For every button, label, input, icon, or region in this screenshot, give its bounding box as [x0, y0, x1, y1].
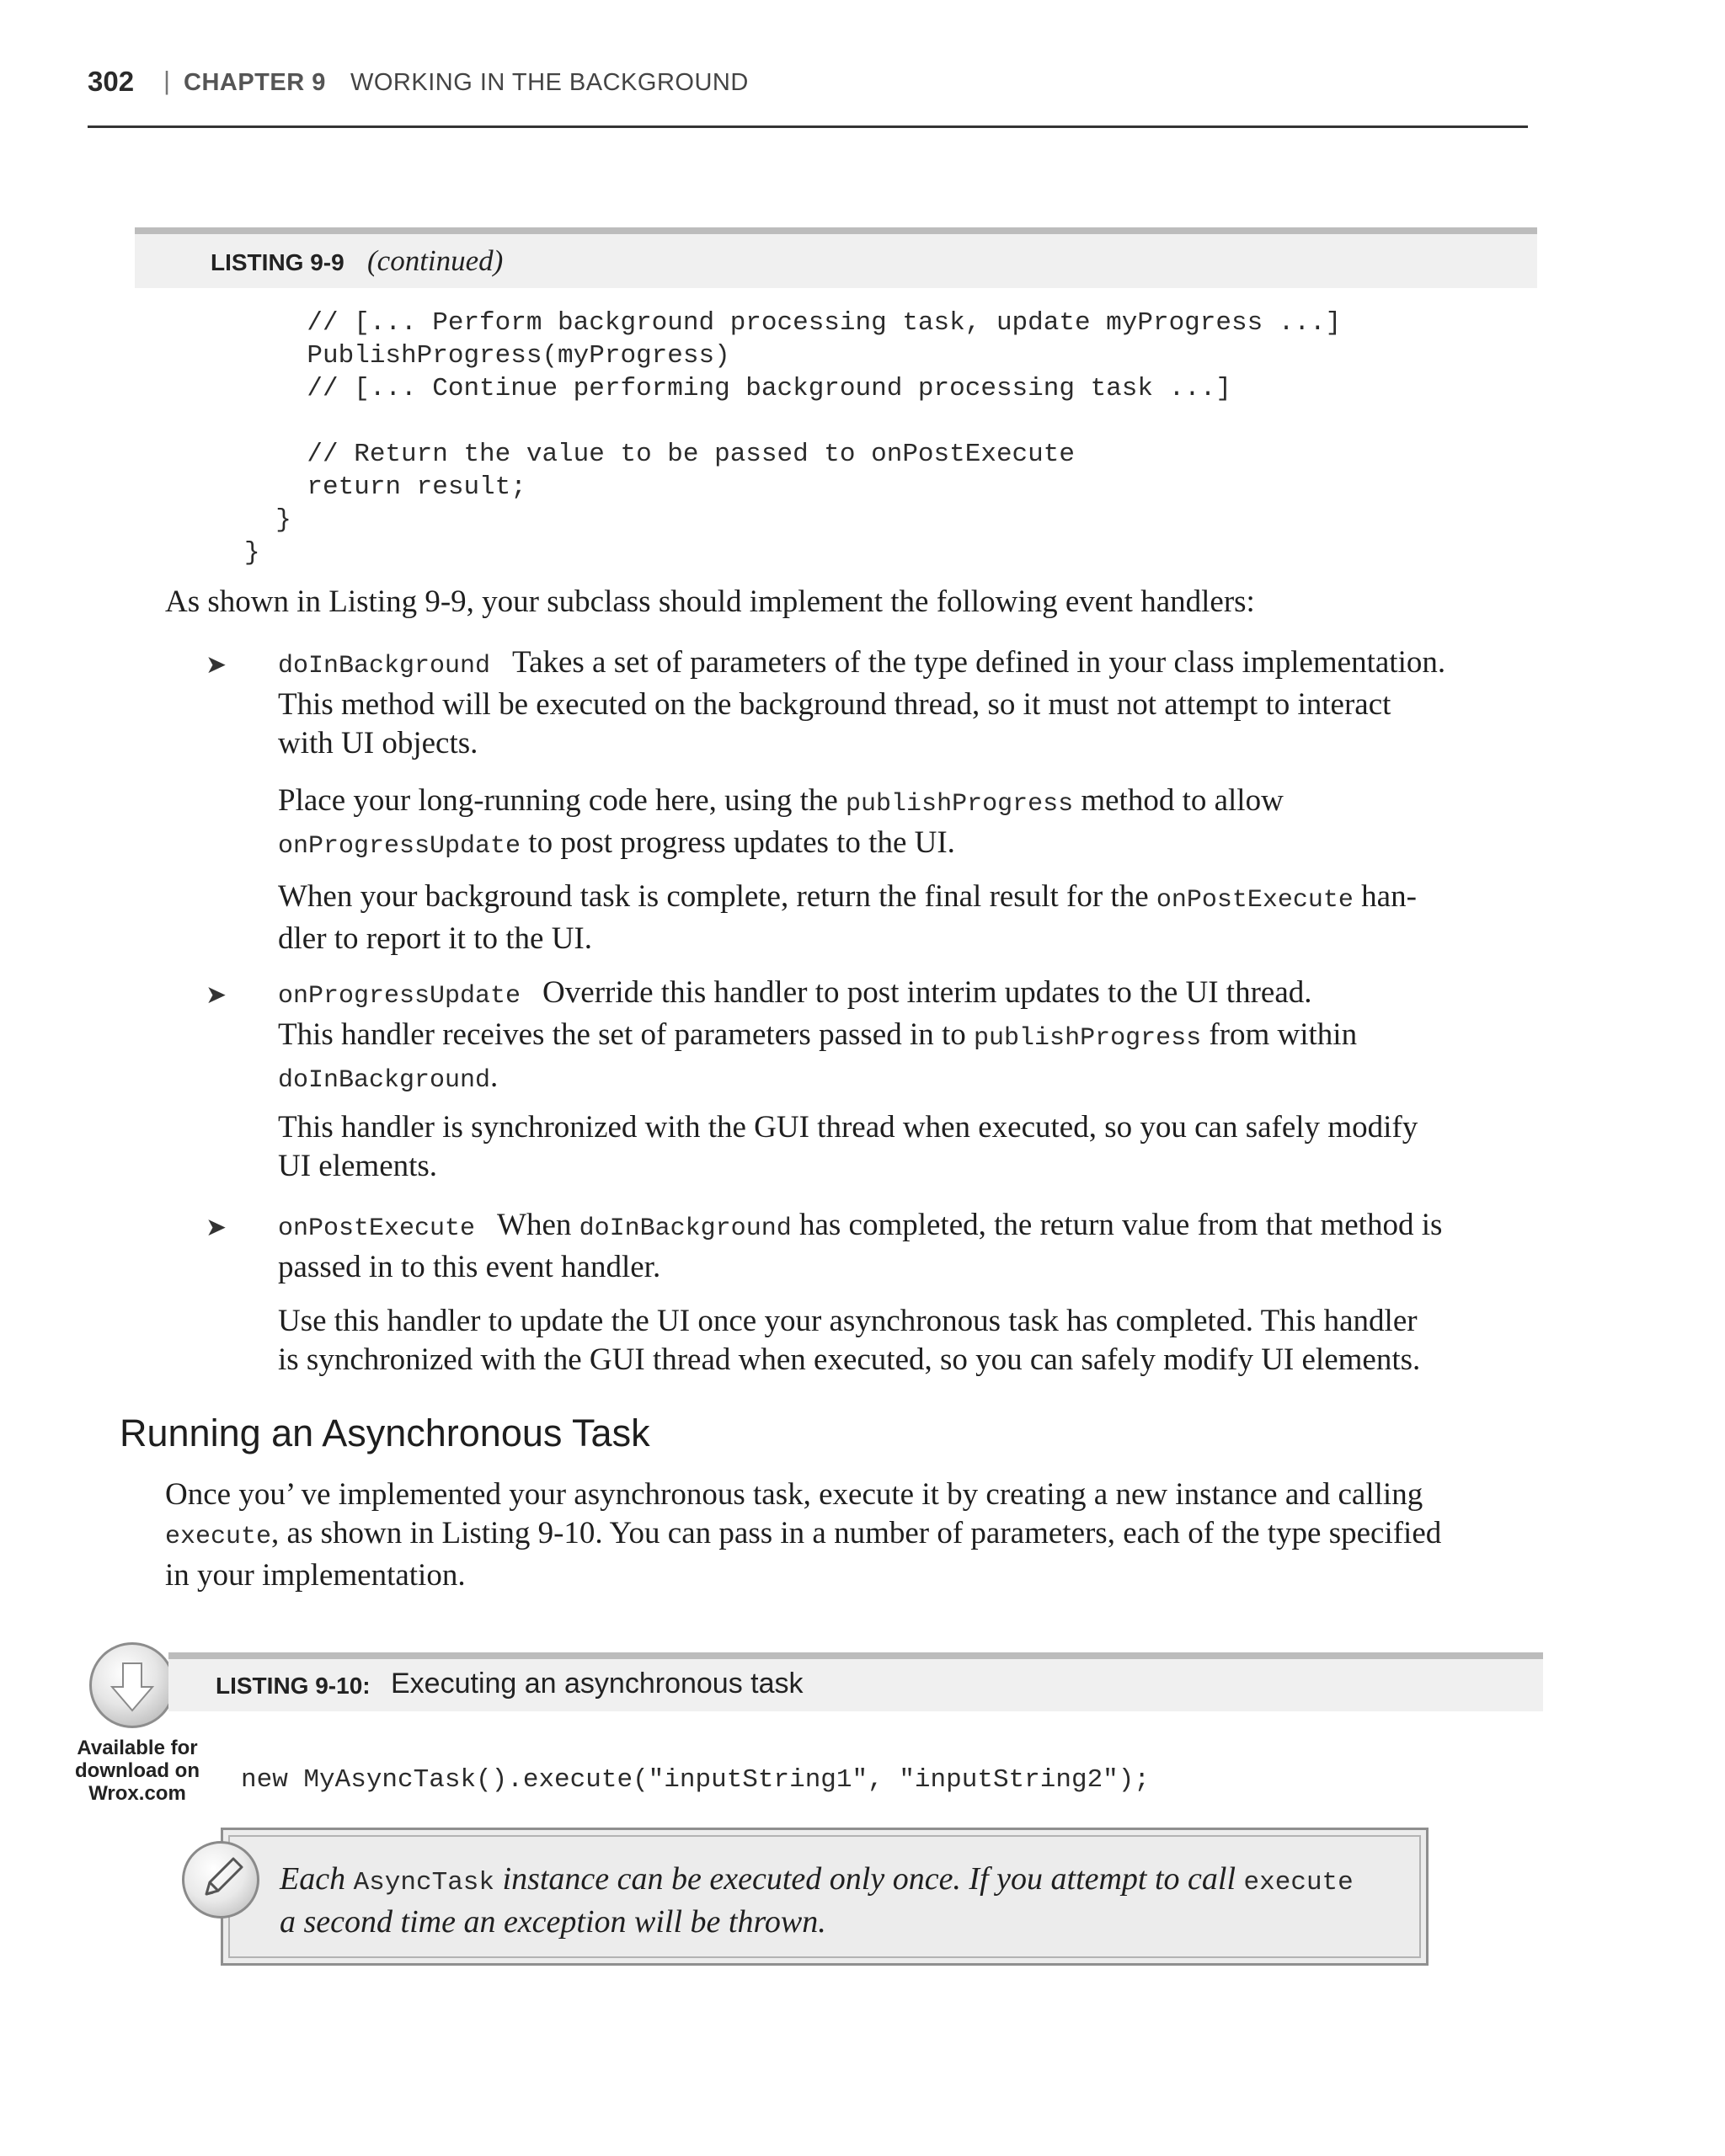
download-icon	[89, 1642, 175, 1728]
code-line: // Return the value to be passed to onPostExecute	[244, 440, 1075, 469]
text-line: dler to report it to the UI.	[278, 921, 592, 956]
listing-label: LISTING 9-10:	[216, 1673, 371, 1699]
listing-9-10-header	[168, 1652, 1543, 1711]
code-line: // [... Continue performing background processing task ...]	[244, 374, 1231, 403]
text-span: When	[497, 1208, 572, 1242]
listing-9-9-header	[135, 227, 1537, 288]
badge-line: download on	[75, 1759, 200, 1782]
listing-caption: Executing an asynchronous task	[391, 1668, 804, 1700]
code-line: return result;	[244, 472, 526, 502]
text-span: instance can be executed only once. If you attempt to call	[502, 1861, 1236, 1897]
inline-code: execute	[165, 1523, 272, 1551]
download-badge-text	[66, 1737, 209, 1805]
handler-term: onProgressUpdate	[278, 982, 521, 1011]
doinbackground-paragraph-3	[278, 878, 1541, 958]
text-line: This method will be executed on the background thread, so it must not attempt to interact	[278, 687, 1391, 722]
text-line: passed in to this event handler.	[278, 1250, 661, 1284]
text-line: a second time an exception will be thrown.	[280, 1904, 826, 1940]
handler-onpostexecute	[278, 1206, 1541, 1287]
intro-paragraph: As shown in Listing 9-9, your subclass should implement the following event handlers:	[165, 584, 1255, 619]
listing-subtitle: (continued)	[367, 244, 504, 277]
badge-line: Wrox.com	[88, 1782, 186, 1805]
inline-code: onPostExecute	[1156, 886, 1354, 915]
text-line: Once you’ ve implemented your asynchronous task, execute it by creating a new instance and calling	[165, 1477, 1423, 1512]
chapter-label: CHAPTER 9	[184, 69, 326, 96]
listing-9-9-code	[244, 307, 1508, 569]
listing-9-10-code: new MyAsyncTask().execute("inputString1", "inputString2");	[241, 1765, 1150, 1795]
chapter-title: WORKING IN THE BACKGROUND	[350, 69, 749, 96]
code-line: PublishProgress(myProgress)	[244, 341, 730, 371]
text-line: UI elements.	[278, 1149, 438, 1183]
onpostexecute-paragraph-2	[278, 1302, 1541, 1380]
listing-label: LISTING 9-9	[211, 249, 344, 275]
badge-line: Available for	[77, 1737, 198, 1759]
inline-code: doInBackground	[579, 1214, 792, 1243]
text-span: .	[490, 1059, 499, 1094]
code-line: // [... Perform background processing task, update myProgress ...]	[244, 308, 1342, 338]
inline-code: publishProgress	[846, 790, 1074, 819]
text-line: Override this handler to post interim updates to the UI thread.	[542, 975, 1312, 1010]
text-span: Place your long-running code here, using the	[278, 783, 838, 818]
inline-code: execute	[1243, 1868, 1354, 1897]
inline-code: onProgressUpdate	[278, 832, 521, 861]
text-line: in your implementation.	[165, 1558, 466, 1593]
text-line: Use this handler to update the UI once your asynchronous task has completed. This handler	[278, 1304, 1418, 1338]
inline-code: publishProgress	[974, 1024, 1202, 1053]
header-rule	[88, 125, 1528, 128]
bullet-marker: ➤	[206, 981, 227, 1009]
handler-onprogressupdate	[278, 974, 1541, 1100]
section-heading: Running an Asynchronous Task	[120, 1412, 650, 1454]
text-span: , as shown in Listing 9-10. You can pass in a number of parameters, each of the type specified	[271, 1516, 1442, 1550]
onprogressupdate-paragraph-2	[278, 1108, 1541, 1186]
note-text	[280, 1860, 1417, 1941]
text-span: This handler receives the set of parameters passed in to	[278, 1017, 966, 1052]
text-span: to post progress updates to the UI.	[528, 825, 955, 860]
handler-term: doInBackground	[278, 652, 491, 680]
page-number: 302	[88, 66, 135, 97]
text-span: has completed, the return value from that method is	[798, 1208, 1443, 1242]
code-line: }	[244, 538, 260, 568]
text-line: Takes a set of parameters of the type defined in your class implementation.	[512, 645, 1446, 680]
text-span: from within	[1209, 1017, 1358, 1052]
bullet-marker: ➤	[206, 651, 227, 679]
bullet-marker: ➤	[206, 1214, 227, 1241]
header-separator: |	[163, 66, 171, 95]
code-line: }	[244, 505, 291, 535]
text-line: with UI objects.	[278, 726, 478, 760]
handler-term: onPostExecute	[278, 1214, 476, 1243]
text-span: han-	[1361, 879, 1417, 914]
text-span: Each	[280, 1861, 346, 1897]
doinbackground-paragraph-2	[278, 782, 1541, 866]
code-line	[244, 405, 1508, 438]
inline-code: AsyncTask	[353, 1868, 495, 1897]
text-line: is synchronized with the GUI thread when executed, so you can safely modify UI elements.	[278, 1342, 1421, 1377]
handler-doinbackground	[278, 643, 1541, 763]
running-header	[88, 64, 1528, 131]
section-paragraph	[165, 1476, 1555, 1595]
text-span: When your background task is complete, return the final result for the	[278, 879, 1149, 914]
inline-code: doInBackground	[278, 1066, 491, 1095]
pencil-icon	[182, 1841, 259, 1919]
text-span: method to allow	[1081, 783, 1284, 818]
text-line: This handler is synchronized with the GUI thread when executed, so you can safely modify	[278, 1110, 1418, 1145]
